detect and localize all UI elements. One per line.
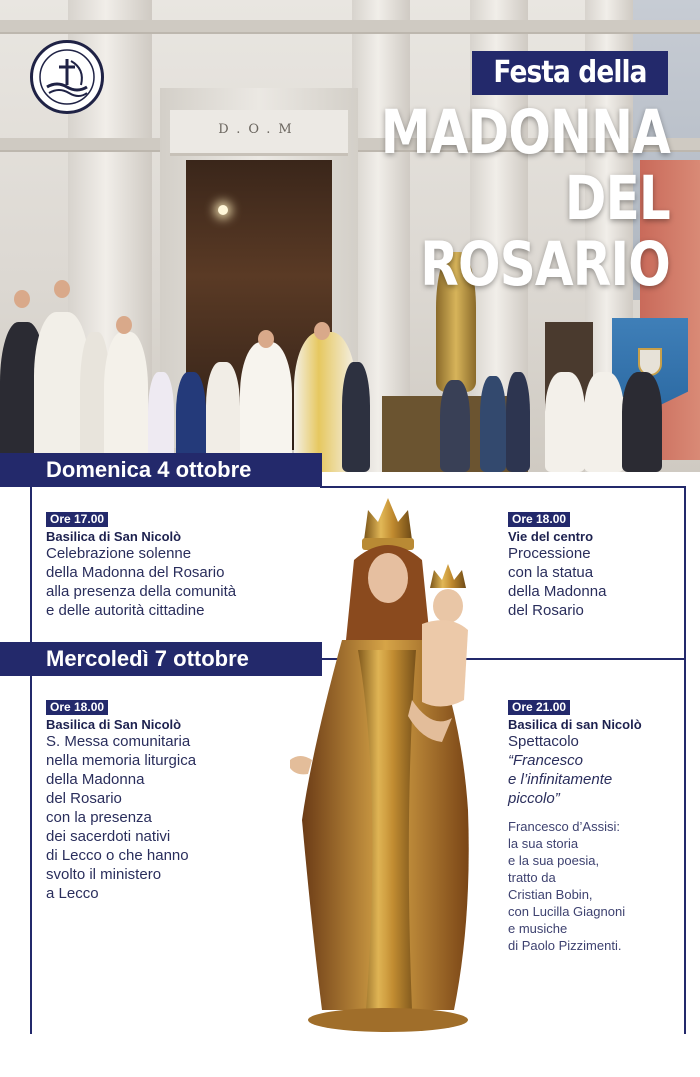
frame-line: [684, 486, 686, 1034]
clergy-crowd: [0, 280, 700, 472]
event-wed-1800: [46, 698, 276, 903]
event-place: Basilica di San Nicolò: [46, 717, 182, 732]
time-badge: Ore 17.00: [46, 512, 108, 527]
day-heading-2: Mercoledì 7 ottobre: [0, 642, 322, 676]
event-sun-1700: [46, 510, 296, 620]
event-place: Vie del centro: [508, 529, 594, 544]
event-wed-2100: [508, 698, 684, 954]
frame-line: [30, 486, 32, 1034]
event-place: Basilica di San Nicolò: [46, 529, 182, 544]
facade-inscription: D.O.M: [218, 122, 300, 137]
frame-line: [320, 486, 686, 488]
cross-wave-icon: [37, 47, 97, 107]
title-line-rosario: DEL ROSARIO: [420, 163, 670, 300]
madonna-statue-image: [282, 490, 492, 1035]
event-description: S. Messa comunitaria nella memoria liturgica della Madonna del Rosario con la presenza dei sacerdoti nativi di Lecco o che hanno svolto il ministero a Lecco: [46, 733, 197, 902]
show-label: Spettacolo: [508, 733, 579, 750]
day-heading-1: Domenica 4 ottobre: [0, 453, 322, 487]
time-badge: Ore 18.00: [46, 700, 108, 715]
time-badge: Ore 18.00: [508, 512, 570, 527]
event-description: Processione con la statua della Madonna del Rosario: [508, 545, 607, 619]
time-badge: Ore 21.00: [508, 700, 570, 715]
event-description: Celebrazione solenne della Madonna del Rosario alla presenza della comunità e delle autorità cittadine: [46, 545, 237, 619]
show-note: Francesco d’Assisi: la sua storia e la sua poesia, tratto da Cristian Bobin, con Lucilla Giagnoni e musiche di Paolo Pizzimenti.: [508, 819, 626, 953]
cornice: [0, 20, 700, 34]
event-sun-1800: [508, 510, 678, 620]
logo: [30, 40, 104, 114]
event-place: Basilica di san Nicolò: [508, 717, 642, 732]
church-photo: [0, 0, 700, 472]
title-madonna: [367, 97, 670, 300]
title-line-madonna: MADONNA: [380, 97, 670, 168]
title-festa: Festa della: [493, 55, 647, 90]
show-title: “Francesco e l’infinitamente piccolo”: [508, 752, 613, 807]
lamp: [218, 205, 228, 215]
